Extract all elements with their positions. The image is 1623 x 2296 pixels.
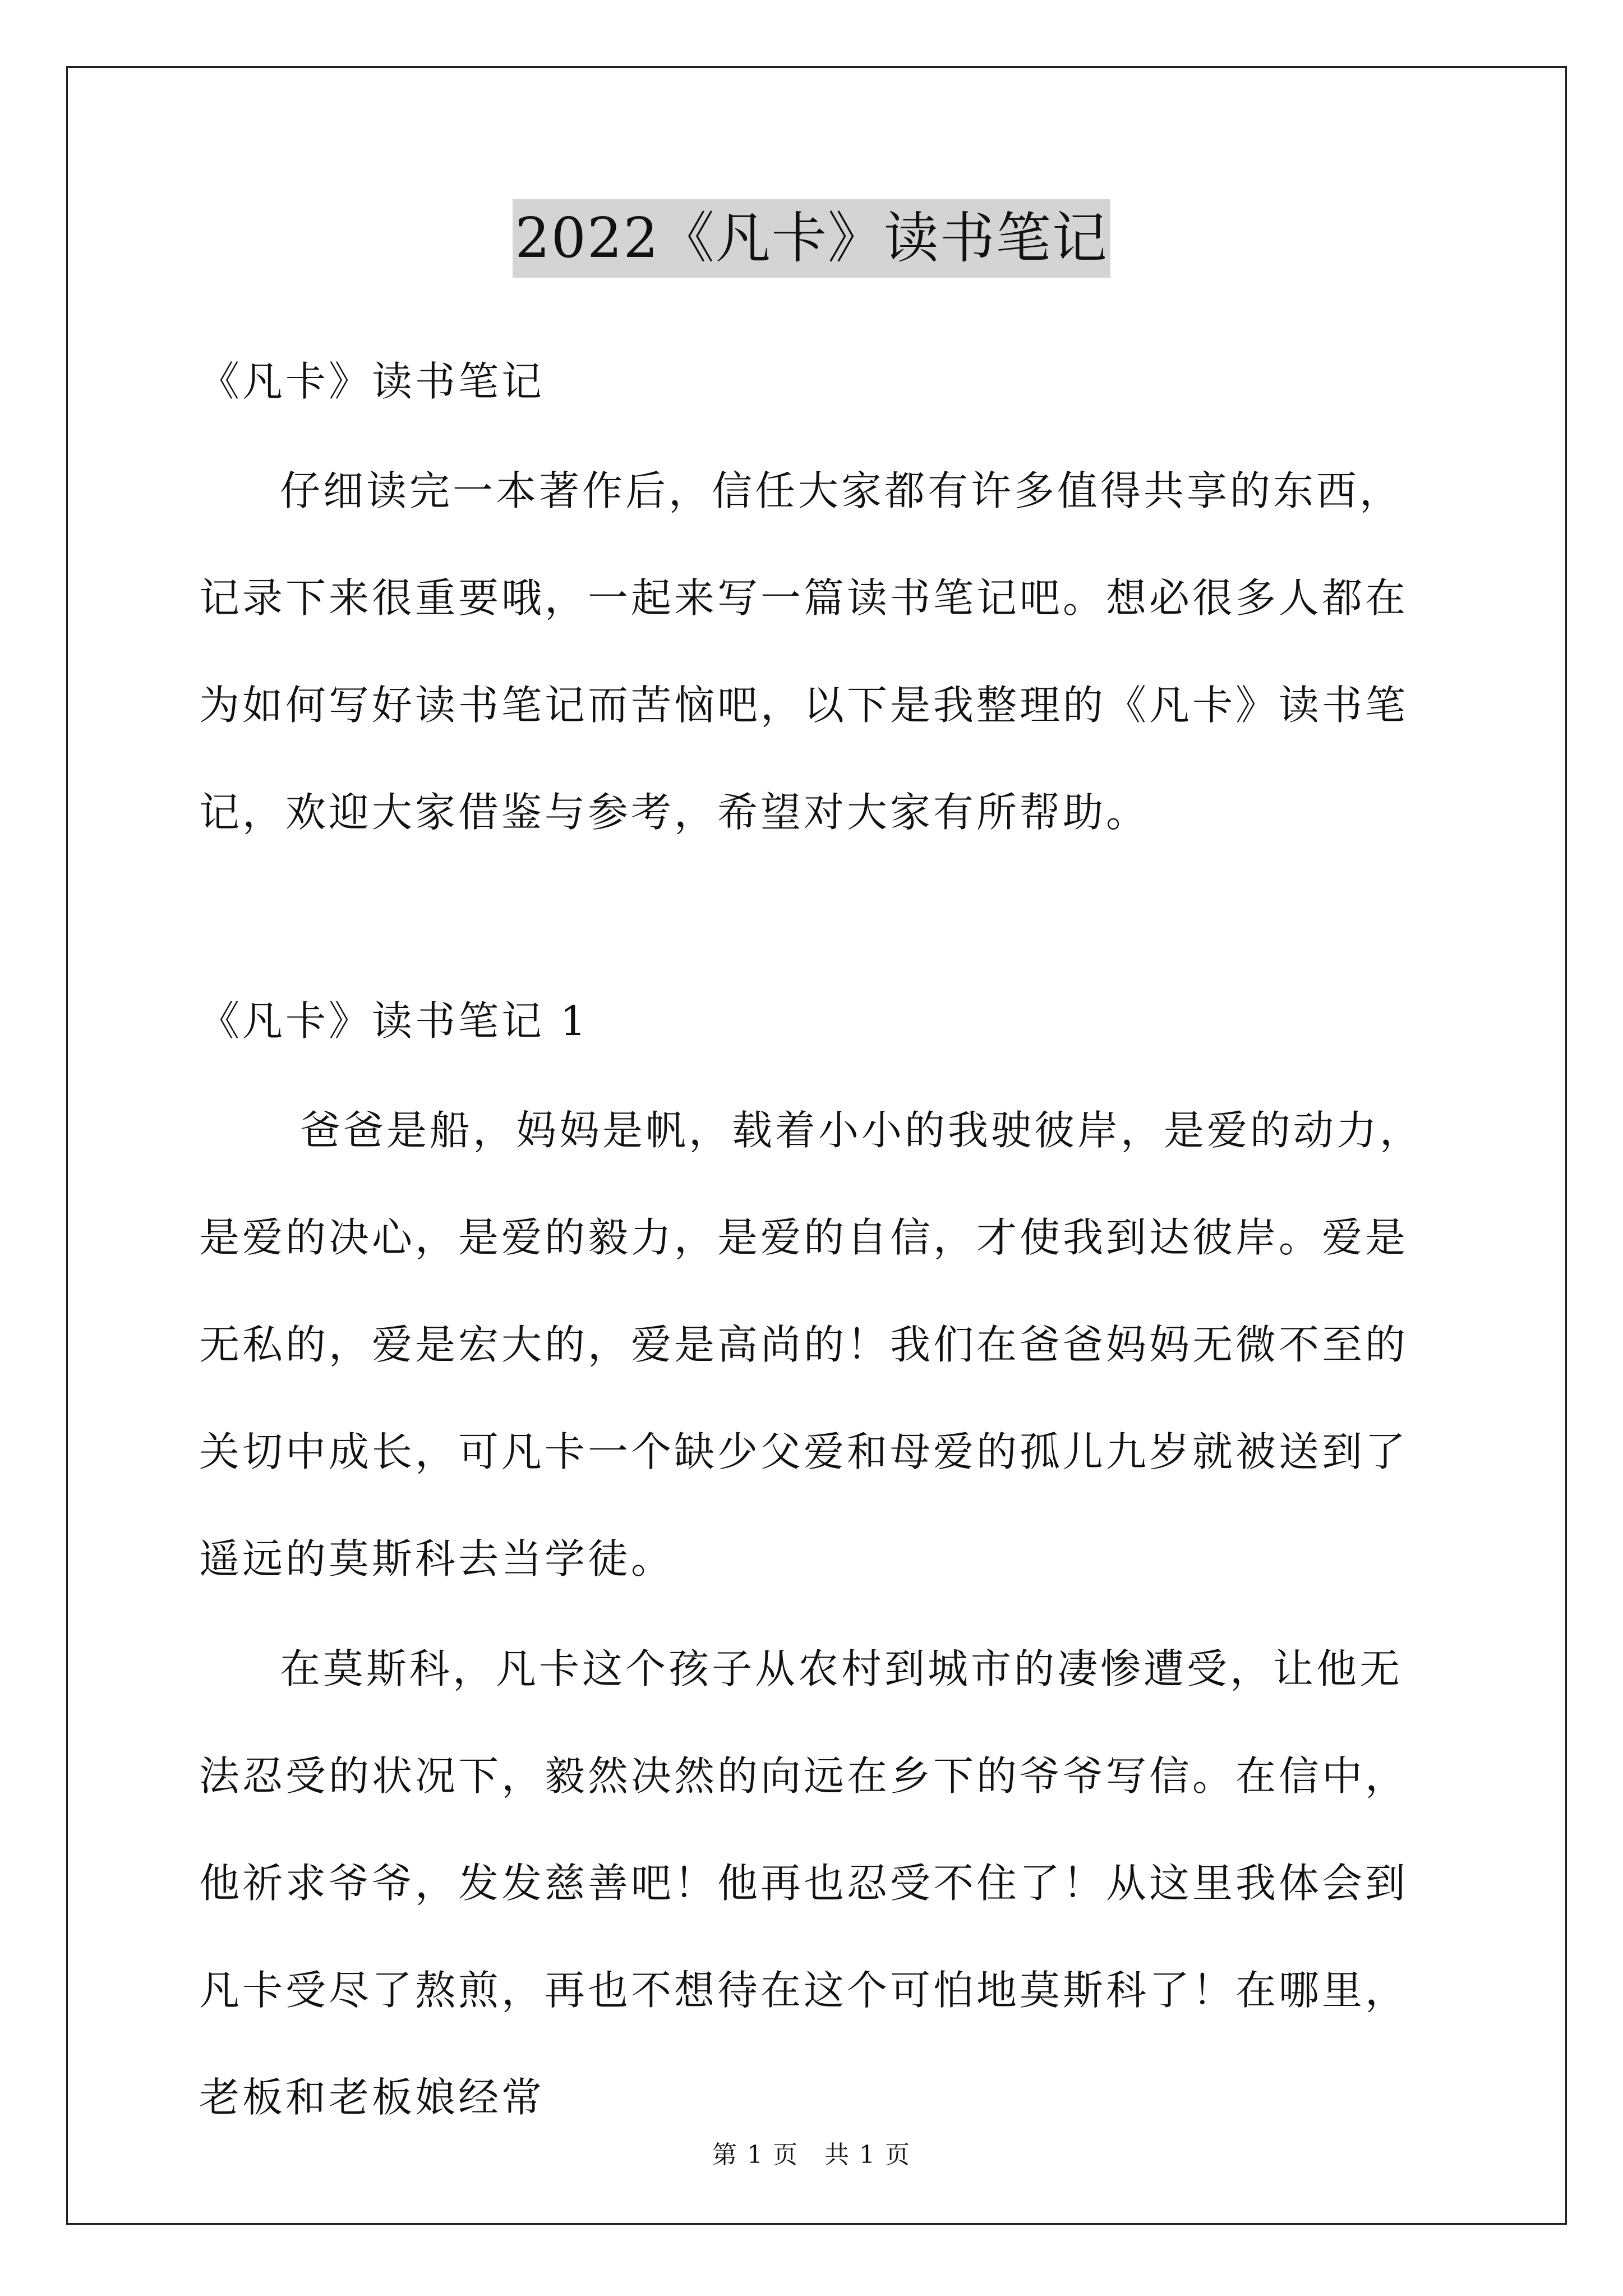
document-title: 2022《凡卡》读书笔记 bbox=[513, 199, 1110, 278]
document-subtitle: 《凡卡》读书笔记 bbox=[199, 358, 545, 405]
page-footer: 第 1 页 共 1 页 bbox=[712, 2141, 911, 2169]
intro-paragraph: 仔细读完一本著作后，信任大家都有许多值得共享的东西，记录下来很重要哦，一起来写一篇读书笔记吧。想必很多人都在为如何写好读书笔记而苦恼吧，以下是我整理的《凡卡》读书笔记，欢迎大家借鉴与参考，希望对大家有所帮助。 bbox=[199, 467, 1409, 836]
title-container bbox=[0, 199, 1623, 278]
body-paragraph-2: 在莫斯科，凡卡这个孩子从农村到城市的凄惨遭受，让他无法忍受的状况下，毅然决然的向远在乡下的爷爷写信。在信中，他祈求爷爷，发发慈善吧！他再也忍受不住了！从这里我体会到凡卡受尽了熬煎，再也不想待在这个可怕地莫斯科了！在哪里，老板和老板娘经常 bbox=[199, 1645, 1409, 2121]
body-paragraph-1: 爸爸是船，妈妈是帆，载着小小的我驶彼岸，是爱的动力，是爱的决心，是爱的毅力，是爱的自信，才使我到达彼岸。爱是无私的，爱是宏大的，爱是高尚的！我们在爸爸妈妈无微不至的关切中成长，可凡卡一个缺少父爱和母爱的孤儿九岁就被送到了遥远的莫斯科去当学徒。 bbox=[199, 1107, 1423, 1582]
section-heading: 《凡卡》读书笔记 1 bbox=[199, 997, 589, 1045]
